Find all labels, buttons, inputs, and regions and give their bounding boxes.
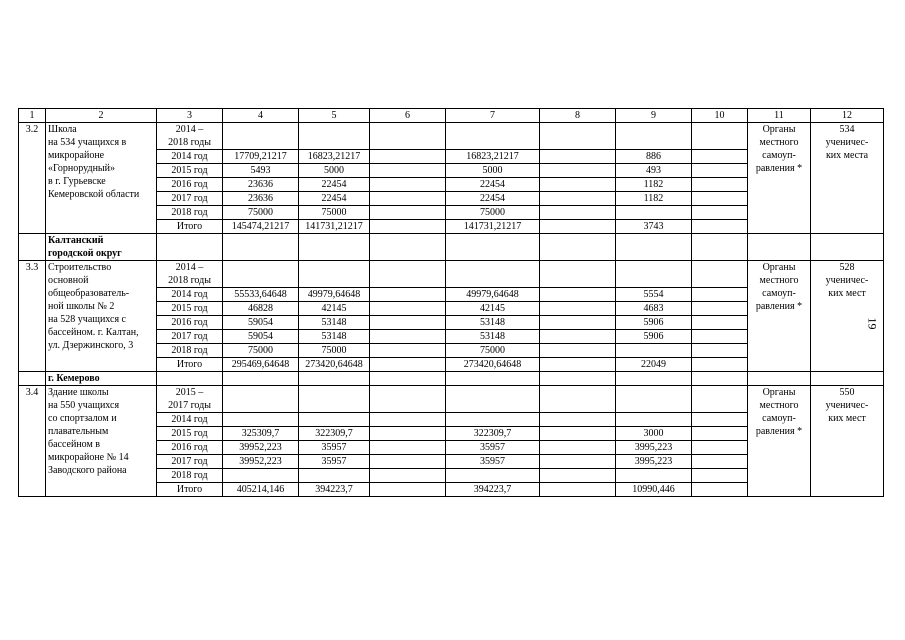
column-8-cell (540, 192, 616, 206)
period-cell: 2015 год (157, 164, 223, 178)
column-7-cell: 75000 (446, 344, 540, 358)
column-9-cell: 10990,446 (616, 483, 692, 497)
column-8-cell (540, 386, 616, 413)
total-cost-cell: 55533,64648 (223, 288, 299, 302)
period-cell: 2015 год (157, 427, 223, 441)
federal-budget-cell: 75000 (299, 344, 370, 358)
total-cost-cell: 23636 (223, 192, 299, 206)
empty-cell (157, 234, 223, 261)
column-7-cell: 53148 (446, 316, 540, 330)
column-9-cell (616, 344, 692, 358)
column-8-cell (540, 164, 616, 178)
column-8-cell (540, 150, 616, 164)
column-10-cell (692, 483, 748, 497)
column-7-cell (446, 123, 540, 150)
column-6-cell (370, 441, 446, 455)
executor-cell: Органы местного самоуп- равления * (748, 386, 811, 497)
column-9-cell: 3995,223 (616, 455, 692, 469)
federal-budget-cell: 5000 (299, 164, 370, 178)
column-7-cell (446, 413, 540, 427)
empty-cell (223, 372, 299, 386)
column-header: 2 (46, 109, 157, 123)
column-8-cell (540, 344, 616, 358)
column-8-cell (540, 358, 616, 372)
object-name: Строительство основной общеобразователь- ной школы № 2 на 528 учащихся с бассейном. г. Калтан, ул. Дзержинского, 3 (46, 261, 157, 372)
capacity-cell: 550 ученичес- ких мест (811, 386, 884, 497)
table-row (19, 386, 884, 413)
column-9-cell: 4683 (616, 302, 692, 316)
column-7-cell (446, 386, 540, 413)
federal-budget-cell: 53148 (299, 330, 370, 344)
empty-cell (446, 234, 540, 261)
table-body (19, 109, 884, 497)
section-title: Калтанский городской округ (46, 234, 157, 261)
column-6-cell (370, 261, 446, 288)
column-7-cell: 141731,21217 (446, 220, 540, 234)
column-9-cell (616, 261, 692, 288)
column-10-cell (692, 302, 748, 316)
column-9-cell: 3995,223 (616, 441, 692, 455)
federal-budget-cell: 22454 (299, 192, 370, 206)
federal-budget-cell (299, 386, 370, 413)
column-8-cell (540, 123, 616, 150)
column-10-cell (692, 330, 748, 344)
total-cost-cell: 46828 (223, 302, 299, 316)
federal-budget-cell (299, 413, 370, 427)
column-10-cell (692, 455, 748, 469)
column-8-cell (540, 302, 616, 316)
object-name: Школа на 534 учащихся в микрорайоне «Горнорудный» в г. Гурьевске Кемеровской области (46, 123, 157, 234)
column-8-cell (540, 261, 616, 288)
column-header: 7 (446, 109, 540, 123)
empty-cell (692, 372, 748, 386)
column-header: 6 (370, 109, 446, 123)
column-7-cell: 22454 (446, 178, 540, 192)
column-9-cell (616, 123, 692, 150)
column-9-cell: 1182 (616, 192, 692, 206)
column-7-cell: 394223,7 (446, 483, 540, 497)
empty-cell (299, 372, 370, 386)
period-cell: 2017 год (157, 330, 223, 344)
empty-cell (370, 234, 446, 261)
empty-cell (748, 372, 811, 386)
total-cost-cell: 59054 (223, 316, 299, 330)
column-header: 12 (811, 109, 884, 123)
column-7-cell: 322309,7 (446, 427, 540, 441)
column-8-cell (540, 469, 616, 483)
column-8-cell (540, 427, 616, 441)
period-cell: 2015 год (157, 302, 223, 316)
column-10-cell (692, 344, 748, 358)
empty-cell (299, 234, 370, 261)
column-10-cell (692, 206, 748, 220)
total-cost-cell (223, 261, 299, 288)
column-6-cell (370, 455, 446, 469)
federal-budget-cell: 42145 (299, 302, 370, 316)
column-9-cell (616, 469, 692, 483)
column-7-cell: 53148 (446, 330, 540, 344)
column-7-cell: 16823,21217 (446, 150, 540, 164)
federal-budget-cell: 53148 (299, 316, 370, 330)
capacity-cell: 528 ученичес- ких мест (811, 261, 884, 372)
executor-cell: Органы местного самоуп- равления * (748, 123, 811, 234)
column-8-cell (540, 330, 616, 344)
item-number: 3.4 (19, 386, 46, 497)
column-9-cell (616, 386, 692, 413)
column-10-cell (692, 261, 748, 288)
column-10-cell (692, 288, 748, 302)
column-9-cell (616, 206, 692, 220)
column-7-cell: 49979,64648 (446, 288, 540, 302)
column-header: 8 (540, 109, 616, 123)
item-number: 3.3 (19, 261, 46, 372)
period-cell: 2017 год (157, 192, 223, 206)
column-10-cell (692, 469, 748, 483)
column-6-cell (370, 427, 446, 441)
period-cell: 2014 – 2018 годы (157, 261, 223, 288)
column-7-cell: 273420,64648 (446, 358, 540, 372)
period-cell: 2015 – 2017 годы (157, 386, 223, 413)
column-8-cell (540, 413, 616, 427)
total-cost-cell: 295469,64648 (223, 358, 299, 372)
section-row (19, 372, 884, 386)
federal-budget-cell: 141731,21217 (299, 220, 370, 234)
column-10-cell (692, 178, 748, 192)
federal-budget-cell (299, 469, 370, 483)
column-6-cell (370, 288, 446, 302)
total-cost-cell: 405214,146 (223, 483, 299, 497)
column-10-cell (692, 150, 748, 164)
column-header: 5 (299, 109, 370, 123)
column-header: 11 (748, 109, 811, 123)
column-8-cell (540, 316, 616, 330)
empty-cell (157, 372, 223, 386)
column-9-cell: 886 (616, 150, 692, 164)
total-cost-cell (223, 413, 299, 427)
object-name: Здание школы на 550 учащихся со спортзалом и плавательным бассейном в микрорайоне № 14 Заводского района (46, 386, 157, 497)
column-9-cell: 3743 (616, 220, 692, 234)
column-6-cell (370, 413, 446, 427)
column-6-cell (370, 330, 446, 344)
column-7-cell: 35957 (446, 441, 540, 455)
column-10-cell (692, 386, 748, 413)
executor-cell: Органы местного самоуп- равления * (748, 261, 811, 372)
column-8-cell (540, 178, 616, 192)
column-header: 10 (692, 109, 748, 123)
period-cell: 2014 год (157, 150, 223, 164)
column-9-cell: 3000 (616, 427, 692, 441)
column-10-cell (692, 413, 748, 427)
column-8-cell (540, 288, 616, 302)
column-10-cell (692, 192, 748, 206)
total-cost-cell: 75000 (223, 344, 299, 358)
column-7-cell: 35957 (446, 455, 540, 469)
column-7-cell (446, 261, 540, 288)
column-9-cell: 1182 (616, 178, 692, 192)
column-header: 1 (19, 109, 46, 123)
period-cell: Итого (157, 358, 223, 372)
empty-cell (540, 234, 616, 261)
total-cost-cell (223, 469, 299, 483)
empty-cell (616, 372, 692, 386)
column-6-cell (370, 192, 446, 206)
federal-budget-cell: 35957 (299, 441, 370, 455)
empty-cell (540, 372, 616, 386)
period-cell: 2018 год (157, 469, 223, 483)
column-10-cell (692, 441, 748, 455)
column-9-cell (616, 413, 692, 427)
table-row (19, 261, 884, 288)
period-cell: 2018 год (157, 344, 223, 358)
federal-budget-cell: 394223,7 (299, 483, 370, 497)
period-cell: 2014 год (157, 288, 223, 302)
column-6-cell (370, 316, 446, 330)
federal-budget-cell: 16823,21217 (299, 150, 370, 164)
section-spacer (19, 372, 46, 386)
column-6-cell (370, 358, 446, 372)
section-row (19, 234, 884, 261)
federal-budget-cell: 22454 (299, 178, 370, 192)
column-number-row (19, 109, 884, 123)
federal-budget-cell: 273420,64648 (299, 358, 370, 372)
item-number: 3.2 (19, 123, 46, 234)
empty-cell (616, 234, 692, 261)
section-spacer (19, 234, 46, 261)
column-header: 4 (223, 109, 299, 123)
column-7-cell (446, 469, 540, 483)
column-7-cell: 22454 (446, 192, 540, 206)
period-cell: 2014 год (157, 413, 223, 427)
column-6-cell (370, 469, 446, 483)
total-cost-cell: 145474,21217 (223, 220, 299, 234)
column-6-cell (370, 206, 446, 220)
column-10-cell (692, 316, 748, 330)
total-cost-cell: 17709,21217 (223, 150, 299, 164)
empty-cell (811, 234, 884, 261)
federal-budget-cell: 35957 (299, 455, 370, 469)
column-6-cell (370, 386, 446, 413)
total-cost-cell: 75000 (223, 206, 299, 220)
federal-budget-cell: 75000 (299, 206, 370, 220)
empty-cell (223, 234, 299, 261)
column-10-cell (692, 358, 748, 372)
column-6-cell (370, 302, 446, 316)
column-9-cell: 5906 (616, 316, 692, 330)
period-cell: Итого (157, 483, 223, 497)
column-7-cell: 5000 (446, 164, 540, 178)
empty-cell (446, 372, 540, 386)
column-6-cell (370, 164, 446, 178)
column-6-cell (370, 344, 446, 358)
column-header: 9 (616, 109, 692, 123)
period-cell: 2016 год (157, 316, 223, 330)
total-cost-cell: 39952,223 (223, 441, 299, 455)
column-8-cell (540, 220, 616, 234)
column-10-cell (692, 123, 748, 150)
column-6-cell (370, 150, 446, 164)
empty-cell (692, 234, 748, 261)
total-cost-cell: 5493 (223, 164, 299, 178)
period-cell: Итого (157, 220, 223, 234)
column-6-cell (370, 483, 446, 497)
section-title: г. Кемерово (46, 372, 157, 386)
period-cell: 2017 год (157, 455, 223, 469)
total-cost-cell (223, 386, 299, 413)
total-cost-cell (223, 123, 299, 150)
column-7-cell: 42145 (446, 302, 540, 316)
page-number: 19 (865, 317, 880, 330)
column-8-cell (540, 441, 616, 455)
table-row (19, 123, 884, 150)
budget-table (18, 108, 884, 497)
federal-budget-cell (299, 261, 370, 288)
period-cell: 2016 год (157, 178, 223, 192)
column-8-cell (540, 206, 616, 220)
total-cost-cell: 39952,223 (223, 455, 299, 469)
column-7-cell: 75000 (446, 206, 540, 220)
column-8-cell (540, 455, 616, 469)
capacity-cell: 534 ученичес- ких места (811, 123, 884, 234)
column-header: 3 (157, 109, 223, 123)
period-cell: 2014 – 2018 годы (157, 123, 223, 150)
federal-budget-cell: 322309,7 (299, 427, 370, 441)
column-9-cell: 5906 (616, 330, 692, 344)
total-cost-cell: 59054 (223, 330, 299, 344)
column-8-cell (540, 483, 616, 497)
federal-budget-cell: 49979,64648 (299, 288, 370, 302)
total-cost-cell: 23636 (223, 178, 299, 192)
empty-cell (811, 372, 884, 386)
column-6-cell (370, 178, 446, 192)
column-6-cell (370, 220, 446, 234)
column-9-cell: 493 (616, 164, 692, 178)
column-10-cell (692, 427, 748, 441)
empty-cell (748, 234, 811, 261)
column-6-cell (370, 123, 446, 150)
total-cost-cell: 325309,7 (223, 427, 299, 441)
federal-budget-cell (299, 123, 370, 150)
period-cell: 2018 год (157, 206, 223, 220)
column-9-cell: 5554 (616, 288, 692, 302)
column-10-cell (692, 164, 748, 178)
column-10-cell (692, 220, 748, 234)
empty-cell (370, 372, 446, 386)
column-9-cell: 22049 (616, 358, 692, 372)
period-cell: 2016 год (157, 441, 223, 455)
